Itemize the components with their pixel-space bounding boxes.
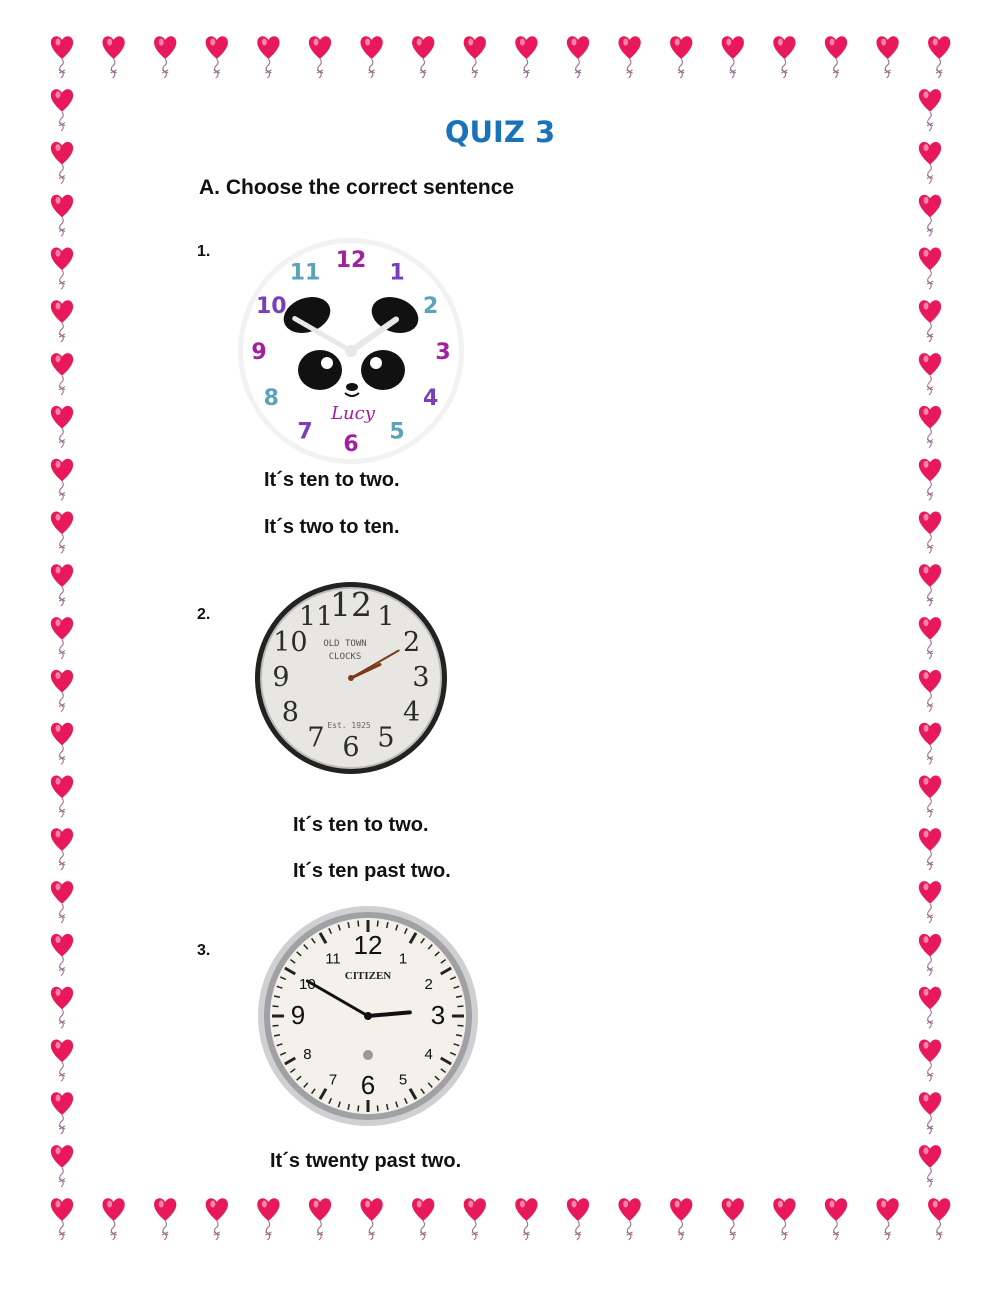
border-balloon <box>51 36 73 78</box>
border-balloon <box>412 36 434 78</box>
clock-tick <box>358 1106 359 1112</box>
clock-numeral: 11 <box>298 601 334 633</box>
clock-numeral: 7 <box>328 1071 338 1089</box>
question-1-option-2[interactable]: It´s two to ten. <box>264 516 400 538</box>
border-balloon <box>51 353 73 395</box>
border-balloon <box>919 828 941 870</box>
border-balloon <box>51 511 73 553</box>
border-balloon <box>919 406 941 448</box>
hand-pivot <box>345 345 357 357</box>
border-balloon <box>618 36 640 78</box>
border-balloon <box>51 564 73 606</box>
question-2-option-1[interactable]: It´s ten to two. <box>293 814 429 836</box>
border-balloon <box>51 1145 73 1187</box>
clock-numeral: 12 <box>353 930 383 960</box>
clock-numeral: 4 <box>424 1046 433 1063</box>
clock-numeral: 10 <box>256 294 287 319</box>
border-balloon <box>515 36 537 78</box>
border-balloon <box>360 36 382 78</box>
question-3-clock-image <box>256 904 480 1128</box>
border-balloon <box>928 36 950 78</box>
clock-numeral: 1 <box>389 260 405 286</box>
question-1-clock-image <box>235 235 467 467</box>
clock-brand-line-1: OLD TOWN <box>323 639 367 649</box>
border-balloon <box>51 987 73 1029</box>
clock-numeral: 5 <box>398 1071 408 1089</box>
border-balloon <box>51 195 73 237</box>
clock-numeral: 12 <box>335 248 367 273</box>
border-balloon <box>919 195 941 237</box>
border-balloon <box>919 1092 941 1134</box>
border-balloon <box>51 828 73 870</box>
border-balloon <box>876 1198 898 1240</box>
border-balloon <box>102 1198 124 1240</box>
border-balloon <box>206 1198 228 1240</box>
border-balloon <box>919 723 941 765</box>
clock-tick <box>273 1025 279 1026</box>
clock-numeral: 1 <box>377 601 395 633</box>
border-balloon <box>206 36 228 78</box>
border-balloon <box>309 36 331 78</box>
clock-numeral: 7 <box>307 722 325 754</box>
border-balloon <box>51 300 73 342</box>
border-balloon <box>51 881 73 923</box>
clock-numeral: 6 <box>342 732 360 763</box>
border-balloon <box>928 1198 950 1240</box>
border-balloon <box>919 617 941 659</box>
clock-numeral: 3 <box>412 662 430 693</box>
border-balloon <box>257 1198 279 1240</box>
border-balloon <box>567 1198 589 1240</box>
border-balloon <box>154 36 176 78</box>
border-balloon <box>464 36 486 78</box>
border-balloon <box>515 1198 537 1240</box>
clock-tick <box>377 1106 378 1112</box>
clock-numeral: 6 <box>343 432 359 457</box>
border-balloon <box>919 511 941 553</box>
question-2-option-2[interactable]: It´s ten past two. <box>293 860 451 882</box>
clock-numeral: 8 <box>263 386 279 411</box>
border-balloon <box>464 1198 486 1240</box>
border-balloon <box>102 36 124 78</box>
border-balloon <box>919 247 941 289</box>
border-balloon <box>567 36 589 78</box>
clock-tick <box>358 921 359 927</box>
border-balloon <box>51 670 73 712</box>
clock-numeral: 1 <box>398 950 408 968</box>
clock-tick <box>377 921 378 927</box>
clock-tick <box>273 1006 279 1007</box>
clock-numeral: 9 <box>251 340 267 365</box>
border-balloon <box>51 1198 73 1240</box>
question-3-number: 3. <box>197 942 211 959</box>
clock-numeral: 8 <box>303 1046 312 1063</box>
question-3-option-1[interactable]: It´s twenty past two. <box>270 1150 462 1172</box>
clock-numeral: 10 <box>273 627 308 658</box>
border-balloon <box>919 775 941 817</box>
clock-tick <box>458 1025 464 1026</box>
border-balloon <box>919 881 941 923</box>
border-balloon <box>412 1198 434 1240</box>
clock-numeral: 8 <box>281 697 299 728</box>
question-2-number: 2. <box>197 606 211 623</box>
border-balloon <box>825 36 847 78</box>
border-balloon <box>919 1145 941 1187</box>
border-balloon <box>773 36 795 78</box>
clock-numeral: 3 <box>430 1000 446 1030</box>
border-balloon <box>919 300 941 342</box>
border-balloon <box>51 247 73 289</box>
border-balloon <box>618 1198 640 1240</box>
border-balloon <box>722 36 744 78</box>
hand-pivot <box>364 1012 372 1020</box>
clock-numeral: 5 <box>389 419 405 445</box>
clock-numeral: 11 <box>289 260 321 286</box>
clock-est-text: Est. 1925 <box>327 721 371 730</box>
border-balloon <box>876 36 898 78</box>
border-balloon <box>309 1198 331 1240</box>
border-balloon <box>670 36 692 78</box>
question-1-option-1[interactable]: It´s ten to two. <box>264 469 400 491</box>
clock-numeral: 12 <box>330 585 372 624</box>
page-title: QUIZ 3 <box>444 115 556 149</box>
border-balloon <box>154 1198 176 1240</box>
clock-numeral: 5 <box>377 722 395 754</box>
clock-numeral: 4 <box>423 386 439 411</box>
border-balloon <box>51 617 73 659</box>
clock-numeral: 9 <box>290 1000 306 1030</box>
clock-numeral: 3 <box>435 340 451 365</box>
border-balloon <box>773 1198 795 1240</box>
border-balloon <box>51 1092 73 1134</box>
border-balloon <box>257 36 279 78</box>
border-balloon <box>722 1198 744 1240</box>
border-balloon <box>670 1198 692 1240</box>
border-balloon <box>360 1198 382 1240</box>
border-balloon <box>51 934 73 976</box>
clock-numeral: 2 <box>403 627 421 658</box>
clock-brand-citizen: CITIZEN <box>344 970 392 982</box>
clock-label-lucy: Lucy <box>331 403 375 424</box>
clock-tick <box>458 1006 464 1007</box>
clock-numeral: 9 <box>272 662 290 693</box>
border-balloon <box>919 459 941 501</box>
clock-numeral: 4 <box>403 697 421 728</box>
clock-numeral: 11 <box>325 950 341 968</box>
clock-numeral: 6 <box>360 1070 376 1100</box>
border-balloon <box>919 564 941 606</box>
clock-numeral: 7 <box>297 419 313 445</box>
border-balloon <box>919 670 941 712</box>
border-balloon <box>919 987 941 1029</box>
border-balloon <box>51 1039 73 1081</box>
clock-numeral: 2 <box>423 294 439 319</box>
border-balloon <box>919 934 941 976</box>
border-balloon <box>825 1198 847 1240</box>
question-2-clock-image <box>253 580 449 776</box>
border-balloon <box>51 459 73 501</box>
clock-numeral: 10 <box>299 976 316 993</box>
hand-pivot <box>348 675 354 681</box>
border-balloon <box>919 1039 941 1081</box>
border-balloon <box>919 353 941 395</box>
instruction: A. Choose the correct sentence <box>199 176 515 199</box>
border-balloon <box>51 406 73 448</box>
border-balloon <box>51 723 73 765</box>
clock-brand-line-2: CLOCKS <box>328 652 362 662</box>
clock-numeral: 2 <box>424 976 433 993</box>
border-balloon <box>51 775 73 817</box>
question-1-number: 1. <box>197 243 211 260</box>
